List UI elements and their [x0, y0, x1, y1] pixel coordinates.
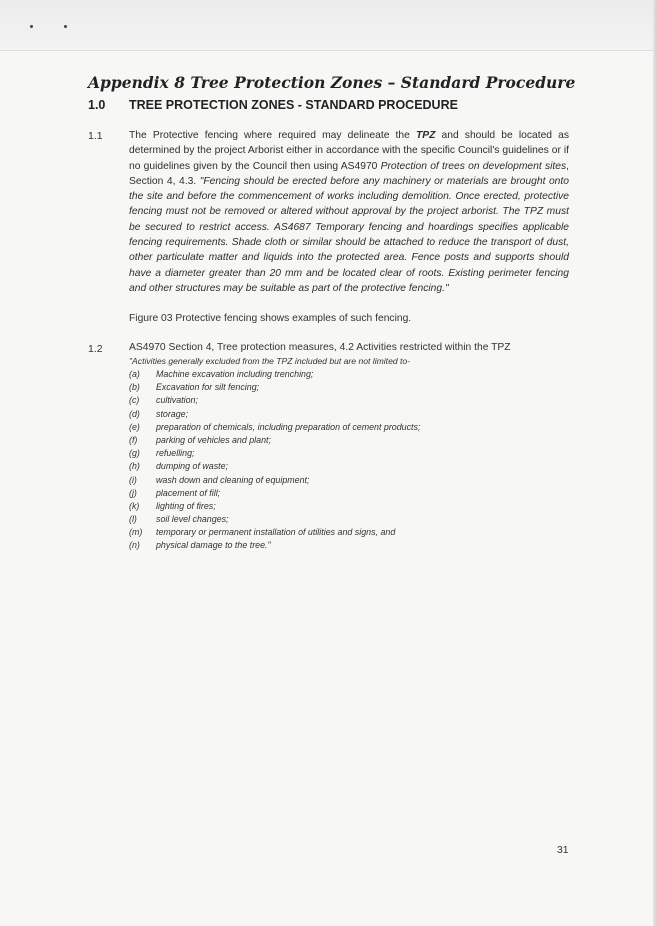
list-text: preparation of chemicals, including preparation of cement products; [156, 421, 421, 432]
restricted-activities-list [129, 369, 569, 554]
list-label: (a) [129, 369, 140, 379]
section-number: 1.0 [88, 98, 106, 112]
list-text: lighting of fires; [156, 500, 216, 511]
list-text: cultivation; [156, 395, 198, 406]
list-item [129, 395, 569, 408]
list-text: wash down and cleaning of equipment; [156, 474, 310, 485]
list-item [129, 369, 569, 382]
list-item [129, 448, 569, 461]
list-item [129, 461, 569, 474]
quote-intro: "Activities generally excluded from the TPZ included but are not limited to- [129, 356, 411, 366]
list-item [129, 382, 569, 395]
list-text: parking of vehicles and plant; [156, 434, 271, 445]
list-label: (b) [129, 382, 140, 393]
list-label: (c) [129, 395, 140, 406]
list-label: (n) [129, 540, 140, 551]
list-label: (j) [129, 487, 137, 498]
list-label: (d) [129, 408, 140, 419]
para-text: , Section 4, 4.3. [129, 160, 569, 187]
list-label: (h) [129, 461, 140, 472]
list-label: (i) [129, 474, 137, 485]
scan-edge-shadow [653, 0, 657, 926]
list-item [129, 514, 569, 527]
list-item [129, 409, 569, 422]
scan-mark [30, 25, 33, 28]
list-text: physical damage to the tree." [156, 540, 271, 551]
list-item [129, 540, 569, 553]
paragraph-1-1 [129, 128, 569, 296]
figure-reference: Figure 03 Protective fencing shows examples of such fencing. [129, 313, 412, 324]
standard-quote: "Fencing should be erected before any machinery or materials are brought onto the site and before the commencement of works including demolition. Once erected, protective fencing must not be removed or altered without approval by the project arborist. The TPZ must be secured to restrict access. AS4687 Temporary fencing and hoardings specifies applicable fencing requirements. Shade cloth or similar should be attached to reduce the transport of dust, other particulate matter and liquids into the protected area. Fence posts and supports should have a diameter greater than 20 mm and be located clear of roots. Existing perimeter fencing and other structures may be suitable as part of the protective fencing." [129, 175, 569, 294]
paragraph-number: 1.1 [88, 130, 103, 142]
scan-mark [64, 25, 67, 28]
section-title: TREE PROTECTION ZONES - STANDARD PROCEDURE [129, 98, 458, 112]
list-text: dumping of waste; [156, 461, 229, 472]
list-item [129, 501, 569, 514]
appendix-title: Appendix 8 Tree Protection Zones – Standard Procedure [88, 73, 576, 92]
list-text: temporary or permanent installation of utilities and signs, and [156, 527, 396, 538]
scan-header-band [0, 0, 657, 51]
list-text: Excavation for silt fencing; [156, 382, 260, 393]
paragraph-1-2-heading: AS4970 Section 4, Tree protection measures, 4.2 Activities restricted within the TPZ [129, 342, 511, 353]
list-text: storage; [156, 408, 189, 419]
list-item [129, 422, 569, 435]
list-label: (e) [129, 421, 140, 432]
list-text: refuelling; [156, 448, 195, 459]
paragraph-number: 1.2 [88, 343, 103, 355]
page-number: 31 [557, 845, 569, 856]
list-item [129, 527, 569, 540]
tpz-emphasis: TPZ [415, 130, 436, 141]
standard-title: Protection of trees on development sites [380, 160, 567, 172]
para-text: The Protective fencing where required may delineate the [129, 130, 416, 141]
list-label: (f) [129, 434, 138, 445]
list-item [129, 475, 569, 488]
list-label: (l) [129, 514, 137, 525]
para-text: and should be located as determined by the project Arborist either in accordance with the specific Council's guidelines or if no guidelines given by the Council then using AS4970 [129, 130, 570, 172]
list-label: (m) [129, 527, 143, 538]
list-label: (k) [129, 500, 140, 511]
list-text: soil level changes; [156, 514, 229, 525]
list-text: placement of fill; [156, 487, 221, 498]
list-text: Machine excavation including trenching; [156, 369, 314, 379]
list-item [129, 435, 569, 448]
list-item [129, 488, 569, 501]
list-label: (g) [129, 448, 140, 459]
